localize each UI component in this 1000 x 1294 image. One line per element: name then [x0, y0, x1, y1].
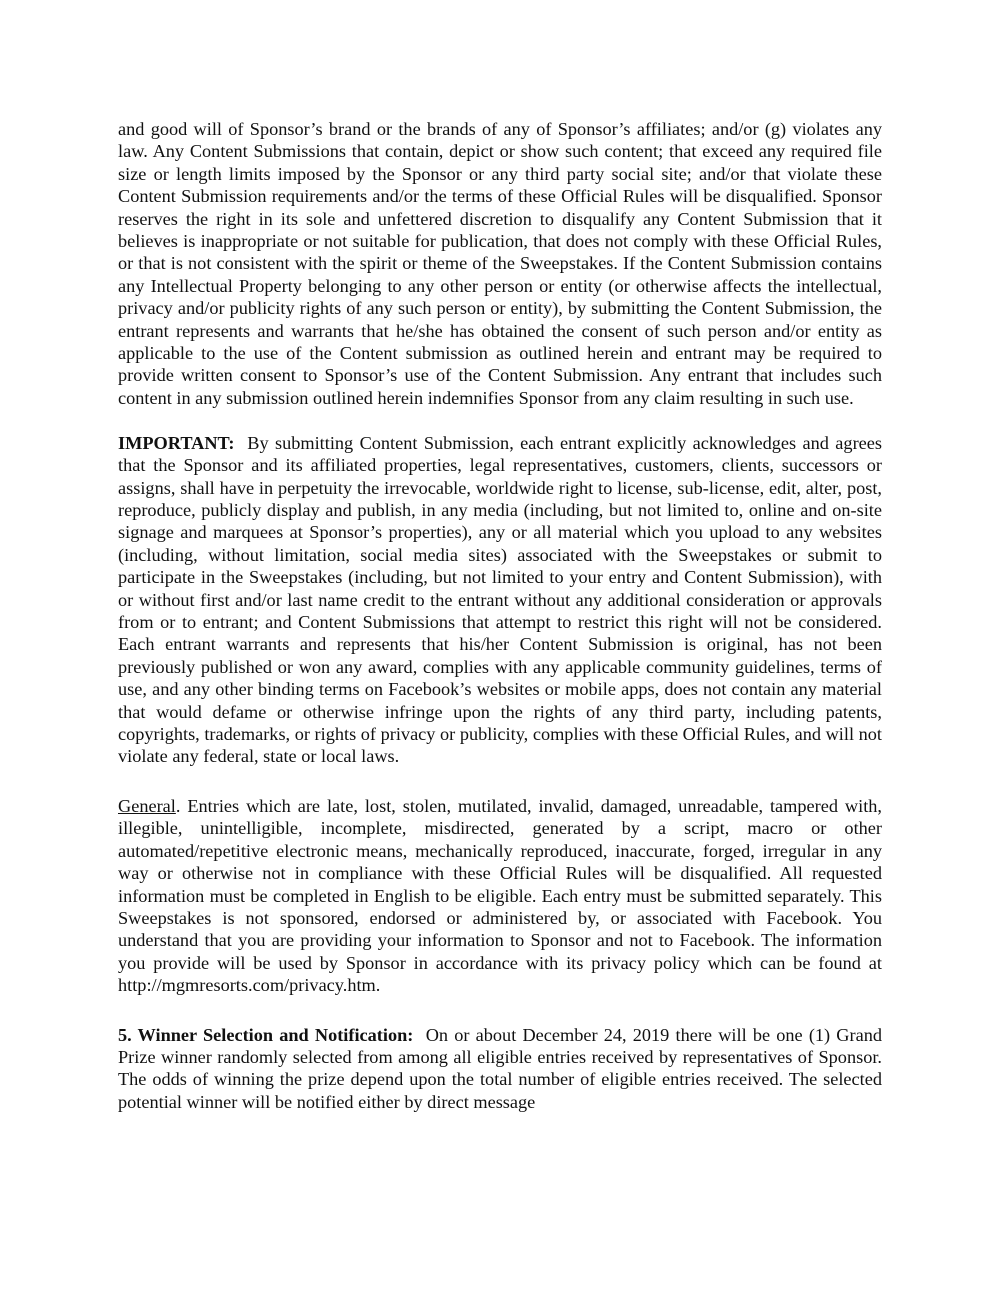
general-label: General: [118, 795, 176, 816]
section-5-text: On or about December 24, 2019 there will be one (1) Grand Prize winner randomly selected from among all eligible entries received by representatives of Sponsor. The odds of winning the prize depend upon the total number of eligible entries received. The selected potential winner will be notified either by direct message: [118, 1024, 882, 1112]
important-paragraph: [118, 432, 882, 768]
important-text: By submitting Content Submission, each entrant explicitly acknowledges and agrees that the Sponsor and its affiliated properties, legal representatives, customers, clients, successors or assigns, shall have in perpetuity the irrevocable, worldwide right to license, sub-license, edit, alter, post, reproduce, publicly display and publish, in any media (including, but not limited to, online and on-site signage and marquees at Sponsor’s properties), any or all material which you upload to any websites (including, without limitation, social media sites) associated with the Sweepstakes or submit to participate in the Sweepstakes (including, but not limited to your entry and Content Submission), with or without first and/or last name credit to the entrant without any additional consideration or approvals from or to entrant; and Content Submissions that attempt to restrict this right will not be considered. Each entrant warrants and represents that his/her Content Submission is original, has not been previously published or won any award, complies with any applicable community guidelines, terms of use, and any other binding terms on Facebook’s websites or mobile apps, does not contain any material that would defame or otherwise infringe upon the rights of any third party, including patents, copyrights, trademarks, or rights of privacy or publicity, complies with these Official Rules, and will not violate any federal, state or local laws.: [118, 432, 882, 767]
document-page: [118, 118, 882, 1113]
paragraph-spacer: [118, 768, 882, 795]
general-text: . Entries which are late, lost, stolen, mutilated, invalid, damaged, unreadable, tampered with, illegible, unintelligible, incomplete, misdirected, generated by a script, macro or other automated/repetitive electronic means, mechanically reproduced, inaccurate, forged, irregular in any way or otherwise not in compliance with these Official Rules will be disqualified. All requested information must be completed in English to be eligible. Each entry must be submitted separately. This Sweepstakes is not sponsored, endorsed or administered by, or associated with Facebook. You understand that you are providing your information to Sponsor and not to Facebook. The information you provide will be used by Sponsor in accordance with its privacy policy which can be found at http://mgmresorts.com/privacy.htm.: [118, 795, 882, 996]
important-label: IMPORTANT:: [118, 432, 235, 453]
paragraph-spacer: [118, 997, 882, 1024]
content-submission-paragraph: and good will of Sponsor’s brand or the brands of any of Sponsor’s affiliates; and/or (g) violates any law. Any Content Submissions that contain, depict or show such content; that exceed any required file size or length limits imposed by the Sponsor or any third party social site; and/or that violate these Content Submission requirements and/or the terms of these Official Rules will be disqualified. Sponsor reserves the right in its sole and unfettered discretion to disqualify any Content Submission that it believes is inappropriate or not suitable for publication, that does not comply with these Official Rules, or that is not consistent with the spirit or theme of the Sweepstakes. If the Content Submission contains any Intellectual Property belonging to any other person or entity (or otherwise affects the intellectual, privacy and/or publicity rights of any such person or entity), by submitting the Content Submission, the entrant represents and warrants that he/she has obtained the consent of such person and/or entity as applicable to the use of the Content submission as outlined herein and entrant may be required to provide written consent to Sponsor’s use of the Content Submission. Any entrant that includes such content in any submission outlined herein indemnifies Sponsor from any claim resulting in such use.: [118, 119, 882, 408]
paragraph-spacer: [118, 409, 882, 432]
general-paragraph: [118, 795, 882, 997]
winner-selection-paragraph: [118, 1024, 882, 1114]
section-5-heading: 5. Winner Selection and Notification:: [118, 1024, 414, 1045]
